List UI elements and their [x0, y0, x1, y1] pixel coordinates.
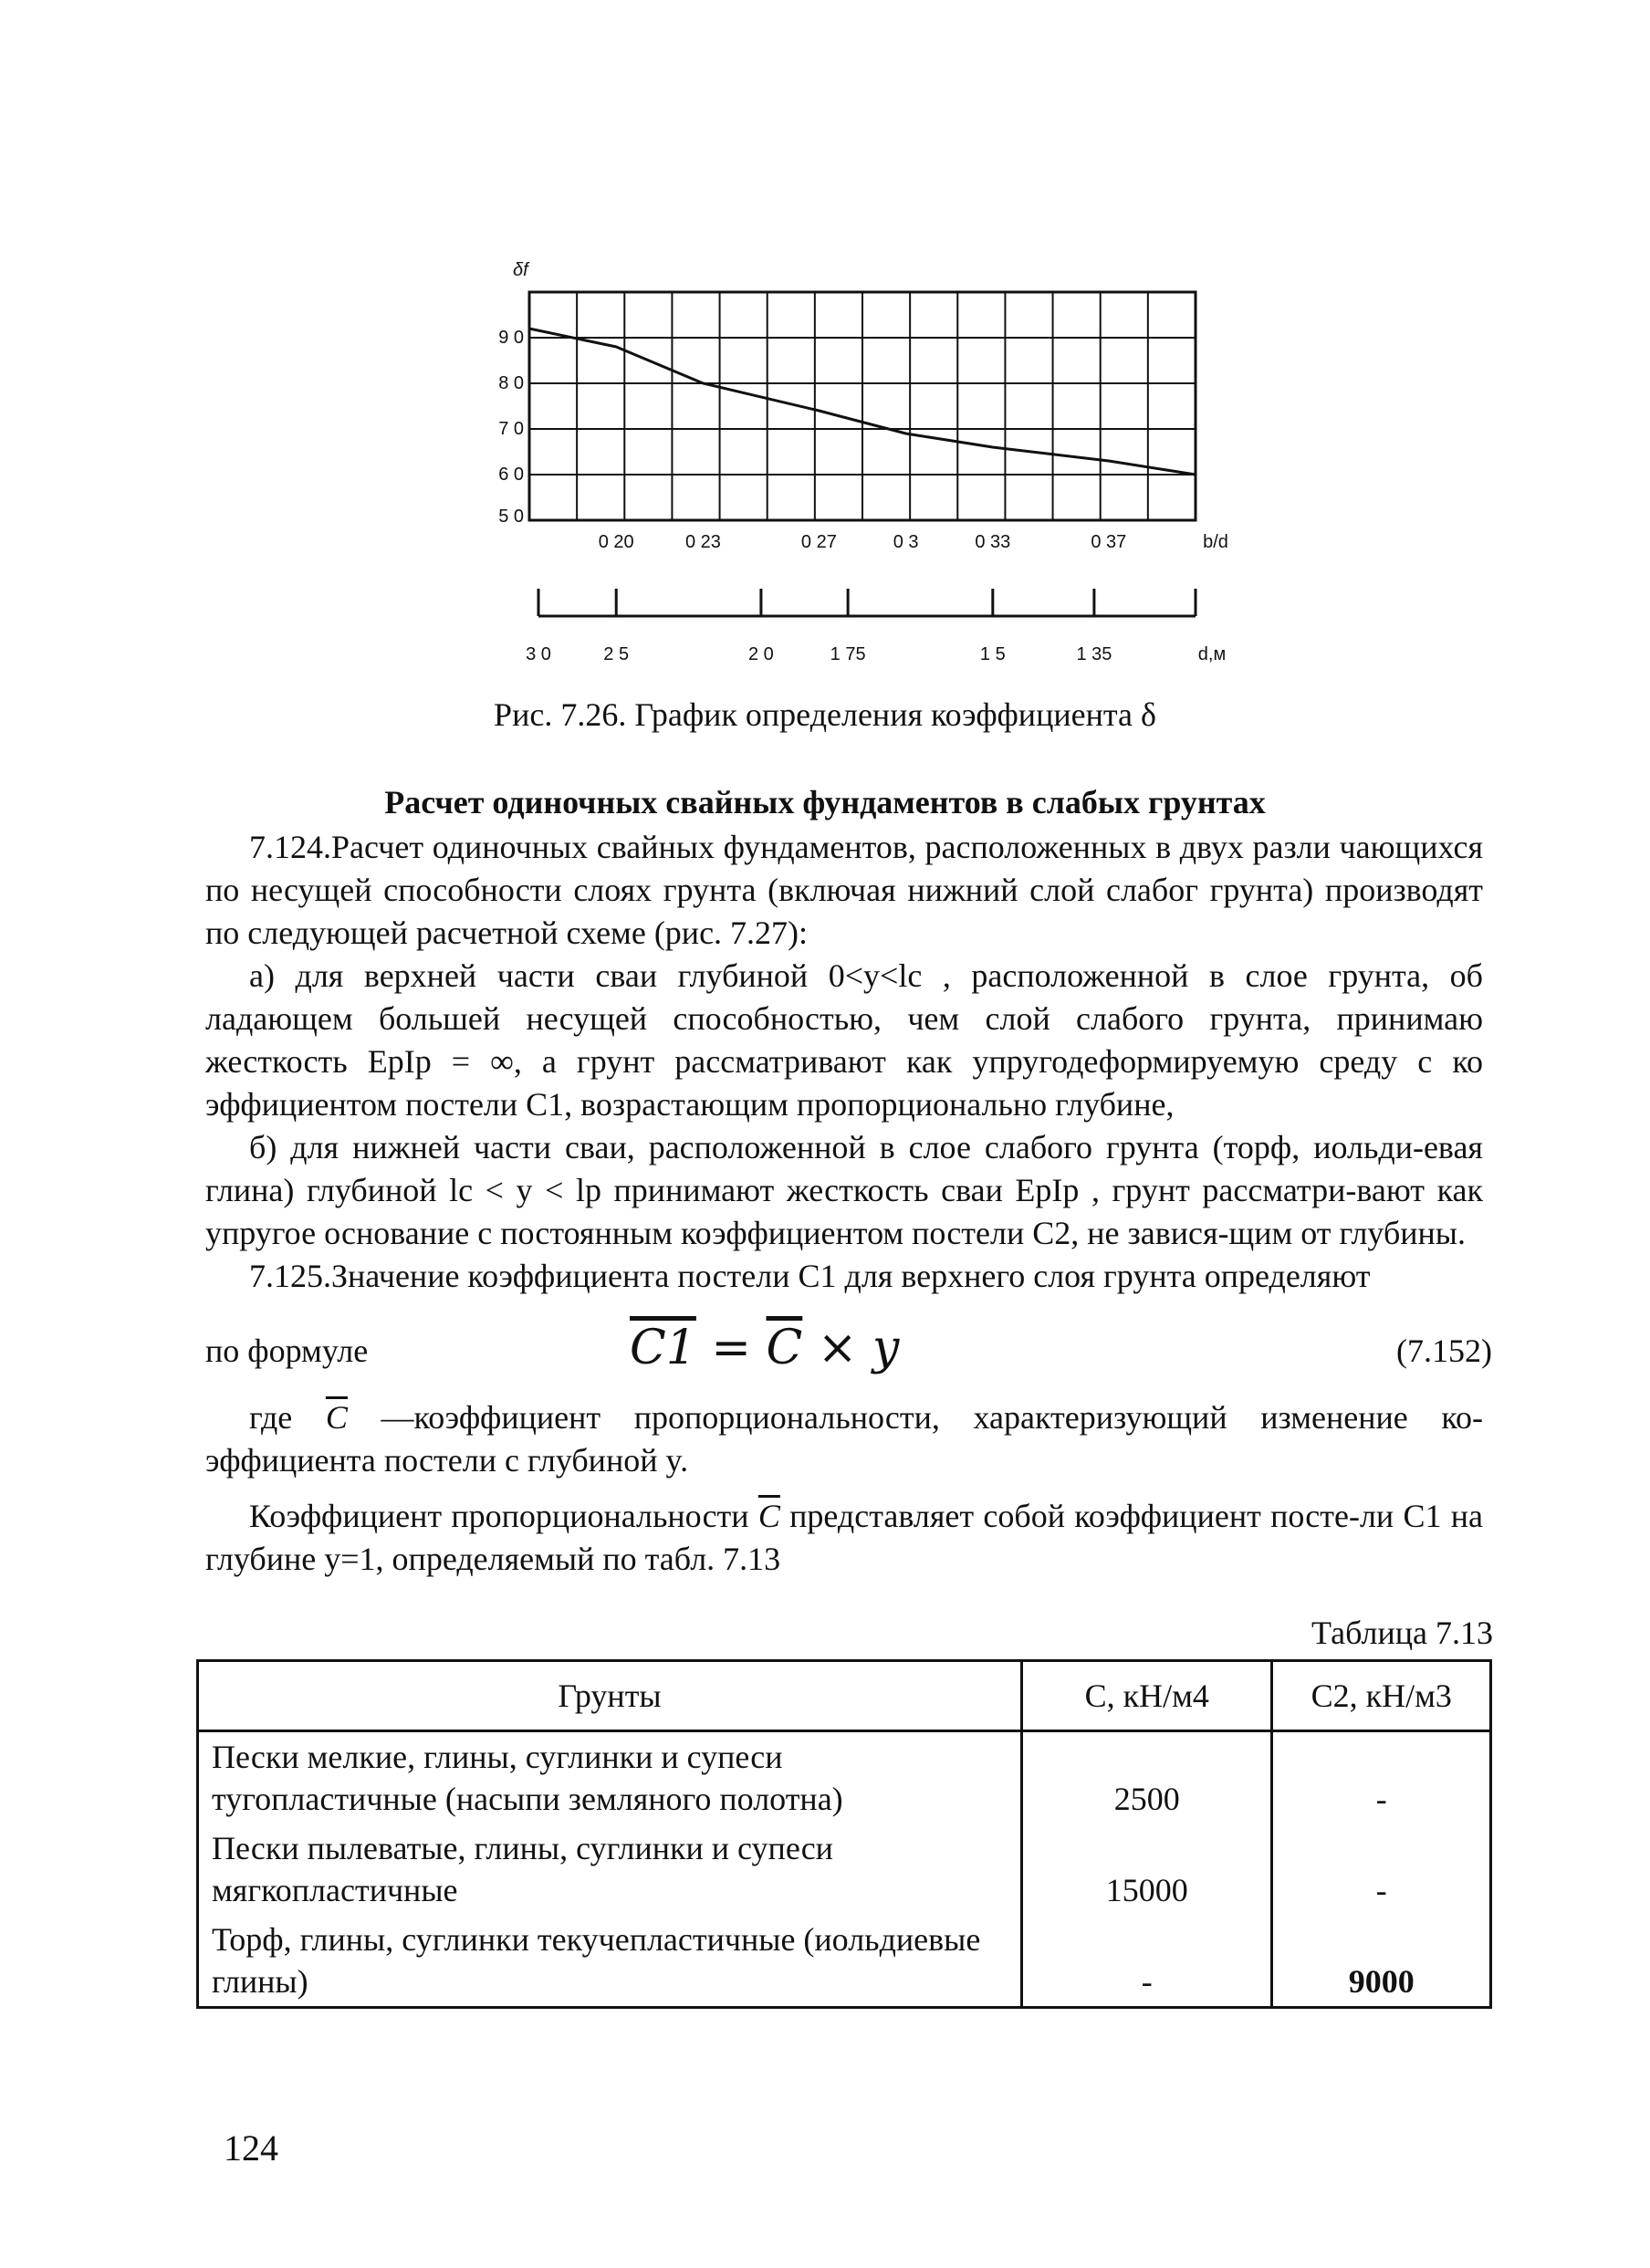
y-tick-label: 7 0: [498, 419, 524, 439]
page-number: 124: [224, 2127, 278, 2169]
paragraph-where: где $\overline{C}$ —коэффициент пропорциональности, характеризующий изменение ко-эффициента постели с глубиной y.: [205, 1399, 1483, 1479]
table-row: [198, 1915, 1491, 2008]
x-bottom-tick-label: 3 0: [526, 644, 551, 664]
body-text: [205, 826, 1483, 1298]
x-top-tick-label: b/d: [1203, 532, 1228, 552]
soil-table: [196, 1659, 1492, 2009]
formula-c1: C1: [630, 1321, 696, 1375]
paragraph-a: а) для верхней части сваи глубиной 0<y<lс , расположенной в слое грунта, об ладающем большей несущей способностью, чем слой слабого грунта, принимаю жесткость EрIр = ∞, а грунт рассматривают как упругодеформируемую среду с ко эффициентом постели C1, возрастающим пропорционально глубине,: [205, 957, 1483, 1123]
cell-c2: -: [1272, 1824, 1491, 1915]
x-top-tick-label: 0 27: [800, 532, 837, 552]
cell-c: -: [1021, 1915, 1271, 2008]
table-caption: Таблица 7.13: [1311, 1615, 1493, 1651]
y-tick-label: 6 0: [498, 465, 524, 485]
x-bottom-tick-label: 2 5: [603, 644, 630, 664]
y-tick-label: 8 0: [498, 373, 524, 393]
header-soils: Грунты: [198, 1661, 1022, 1731]
cell-c2: -: [1272, 1731, 1491, 1824]
y-axis-label: δf: [513, 260, 528, 280]
table-header-row: [198, 1661, 1491, 1731]
chart-grid: [529, 292, 1196, 520]
x-bottom-tick-label: d,м: [1197, 644, 1227, 664]
cell-soil: Торф, глины, суглинки текучепластичные (иольдиевые глины): [198, 1915, 1022, 2008]
x-top-tick-label: 0 3: [893, 532, 919, 552]
y-tick-label: 9 0: [498, 328, 524, 348]
x-top-tick-label: 0 37: [1091, 532, 1127, 552]
formula-c: $\overline{C}$: [766, 1321, 803, 1375]
x-bottom-tick-label: 1 35: [1076, 644, 1112, 664]
paragraph-coef: Коэффициент пропорциональности $\overline{C}$ представляет собой коэффициент посте-ли C1 на глубине y=1, определяемый по табл. 7.13: [205, 1498, 1483, 1577]
x-top-tick-label: 0 23: [684, 532, 721, 552]
paragraph-7-124: 7.124.Расчет одиночных свайных фундаментов, расположенных в двух разли чающихся по несущей способности слоях грунта (включая нижний слой слабог грунта) производят по следующей расчетной схеме (рис. 7.27):: [205, 829, 1483, 951]
formula-eq: =: [695, 1321, 767, 1375]
cell-c2: 9000: [1272, 1915, 1491, 2008]
cell-soil: Пески мелкие, глины, суглинки и супеси тугопластичные (насыпи земляного полотна): [198, 1731, 1022, 1824]
paragraph-7-125: 7.125.Значение коэффициента постели C1 для верхнего слоя грунта определяют: [249, 1258, 1371, 1294]
formula-label: по формуле: [205, 1333, 369, 1369]
figure-caption: Рис. 7.26. График определения коэффициента δ: [494, 696, 1156, 733]
x-top-tick-label: 0 33: [975, 532, 1011, 552]
x-bottom-tick-label: 1 75: [830, 644, 866, 664]
table-row: [198, 1731, 1491, 1824]
y-tick-label: 5 0: [498, 507, 524, 527]
formula-rest: × y: [802, 1321, 900, 1375]
header-c2: C2, кН/м3: [1272, 1661, 1491, 1731]
x-bottom-tick-label: 1 5: [979, 644, 1006, 664]
c-symbol: $\overline{C}$: [757, 1498, 780, 1534]
section-heading: Расчет одиночных свайных фундаментов в слабых грунтах: [384, 784, 1266, 820]
cell-c: 2500: [1021, 1731, 1271, 1824]
c-symbol: $\overline{C}$: [325, 1399, 348, 1436]
body-text-2: [205, 1396, 1483, 1581]
formula-number: (7.152): [1396, 1333, 1492, 1369]
formula-expression: [630, 1321, 899, 1375]
paragraph-b: б) для нижней части сваи, расположенной в слое слабого грунта (торф, иольди-евая глина) глубиной lс < y < lр принимают жесткость сваи EрIр , грунт рассматри-вают как упругое основание с постоянным коэффициентом постели C2, не завися-щим от глубины.: [205, 1129, 1483, 1251]
x-bottom-tick-label: 2 0: [748, 644, 774, 664]
cell-c: 15000: [1021, 1824, 1271, 1915]
x-top-tick-label: 0 20: [598, 532, 634, 552]
table-row: [198, 1824, 1491, 1915]
formula-7-152: [205, 1321, 1492, 1383]
coefficient-chart: [475, 246, 1259, 685]
cell-soil: Пески пылеватые, глины, суглинки и супеси мягкопластичные: [198, 1824, 1022, 1915]
header-c: C, кН/м4: [1021, 1661, 1271, 1731]
